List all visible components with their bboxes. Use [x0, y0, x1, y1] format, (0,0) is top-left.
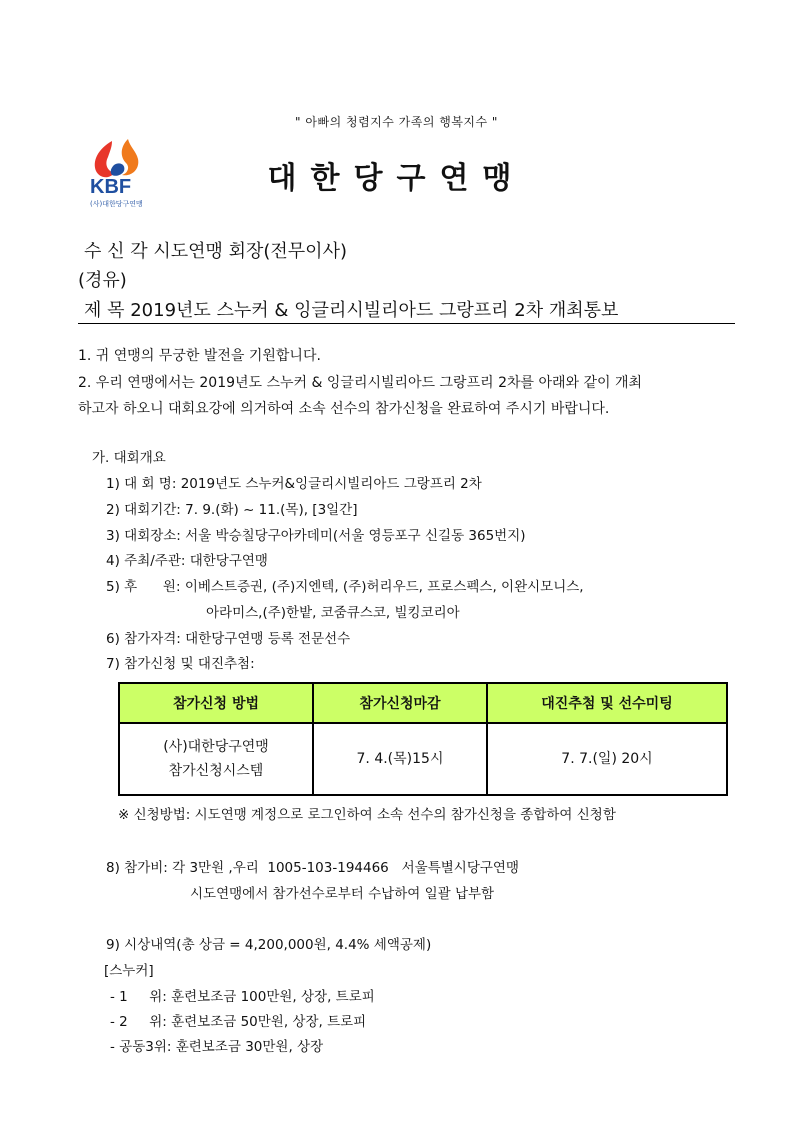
outline-item: 7) 참가신청 및 대진추첨:	[106, 656, 255, 672]
table-row	[119, 723, 727, 795]
outline-item: 아라미스,(주)한밭, 코줌큐스코, 빌킹코리아	[206, 605, 460, 621]
table-cell-deadline: 7. 4.(목)15시	[313, 723, 487, 795]
via: (경유)	[78, 270, 127, 291]
org-title: 대한당구연맹	[267, 161, 526, 196]
logo-subtext: (사)대한당구연맹	[90, 200, 143, 208]
table-cell-method	[119, 723, 313, 795]
prize-category: [스누커]	[104, 963, 154, 979]
table-header: 참가신청마감	[313, 683, 487, 723]
outline-item: 1) 대 회 명: 2019년도 스누커&잉글리시빌리아드 그랑프리 2차	[106, 476, 482, 492]
outline-item: 6) 참가자격: 대한당구연맹 등록 전문선수	[106, 631, 351, 647]
outline-title: 가. 대회개요	[92, 450, 166, 466]
table-cell-draw: 7. 7.(일) 20시	[487, 723, 727, 795]
paragraph-2-line2: 하고자 하오니 대회요강에 의거하여 소속 선수의 참가신청을 완료하여 주시기 바랍니다.	[78, 401, 610, 417]
fee-line1: 8) 참가비: 각 3만원 ,우리 1005-103-194466 서울특별시당구연맹	[106, 860, 520, 876]
table-header: 대진추첨 및 선수미팅	[487, 683, 727, 723]
paragraph-1: 1. 귀 연맹의 무궁한 발전을 기원합니다.	[78, 348, 321, 364]
prize-item: - 공동3위: 훈련보조금 30만원, 상장	[110, 1039, 324, 1055]
schedule-table	[118, 682, 728, 796]
prize-title: 9) 시상내역(총 상금 = 4,200,000원, 4.4% 세액공제)	[106, 937, 432, 953]
header-rule	[78, 323, 735, 324]
method-line2: 참가신청시스템	[168, 763, 264, 779]
logo-text: KBF	[90, 176, 132, 198]
subject: 제 목 2019년도 스누커 & 잉글리시빌리아드 그랑프리 2차 개최통보	[84, 300, 619, 321]
prize-item: - 2 위: 훈련보조금 50만원, 상장, 트로피	[110, 1014, 367, 1030]
table-header-row	[119, 683, 727, 723]
application-note: ※ 신청방법: 시도연맹 계정으로 로그인하여 소속 선수의 참가신청을 종합하여 신청함	[118, 807, 616, 823]
prize-item: - 1 위: 훈련보조금 100만원, 상장, 트로피	[110, 989, 375, 1005]
slogan: " 아빠의 청렴지수 가족의 행복지수 "	[295, 115, 498, 129]
outline-item: 4) 주최/주관: 대한당구연맹	[106, 553, 268, 569]
outline-item: 5) 후 원: 이베스트증권, (주)지엔텍, (주)허리우드, 프로스펙스, 이완시모니스,	[106, 579, 584, 595]
recipient: 수 신 각 시도연맹 회장(전무이사)	[84, 241, 347, 262]
fee-line2: 시도연맹에서 참가선수로부터 수납하여 일괄 납부함	[190, 886, 495, 902]
method-line1: (사)대한당구연맹	[163, 739, 269, 755]
table-header: 참가신청 방법	[119, 683, 313, 723]
outline-item: 2) 대회기간: 7. 9.(화) ~ 11.(목), [3일간]	[106, 502, 358, 518]
outline-item: 3) 대회장소: 서울 박승칠당구아카데미(서울 영등포구 신길동 365번지)	[106, 528, 526, 544]
paragraph-2-line1: 2. 우리 연맹에서는 2019년도 스누커 & 잉글리시빌리아드 그랑프리 2차를 아래와 같이 개최	[78, 375, 643, 391]
